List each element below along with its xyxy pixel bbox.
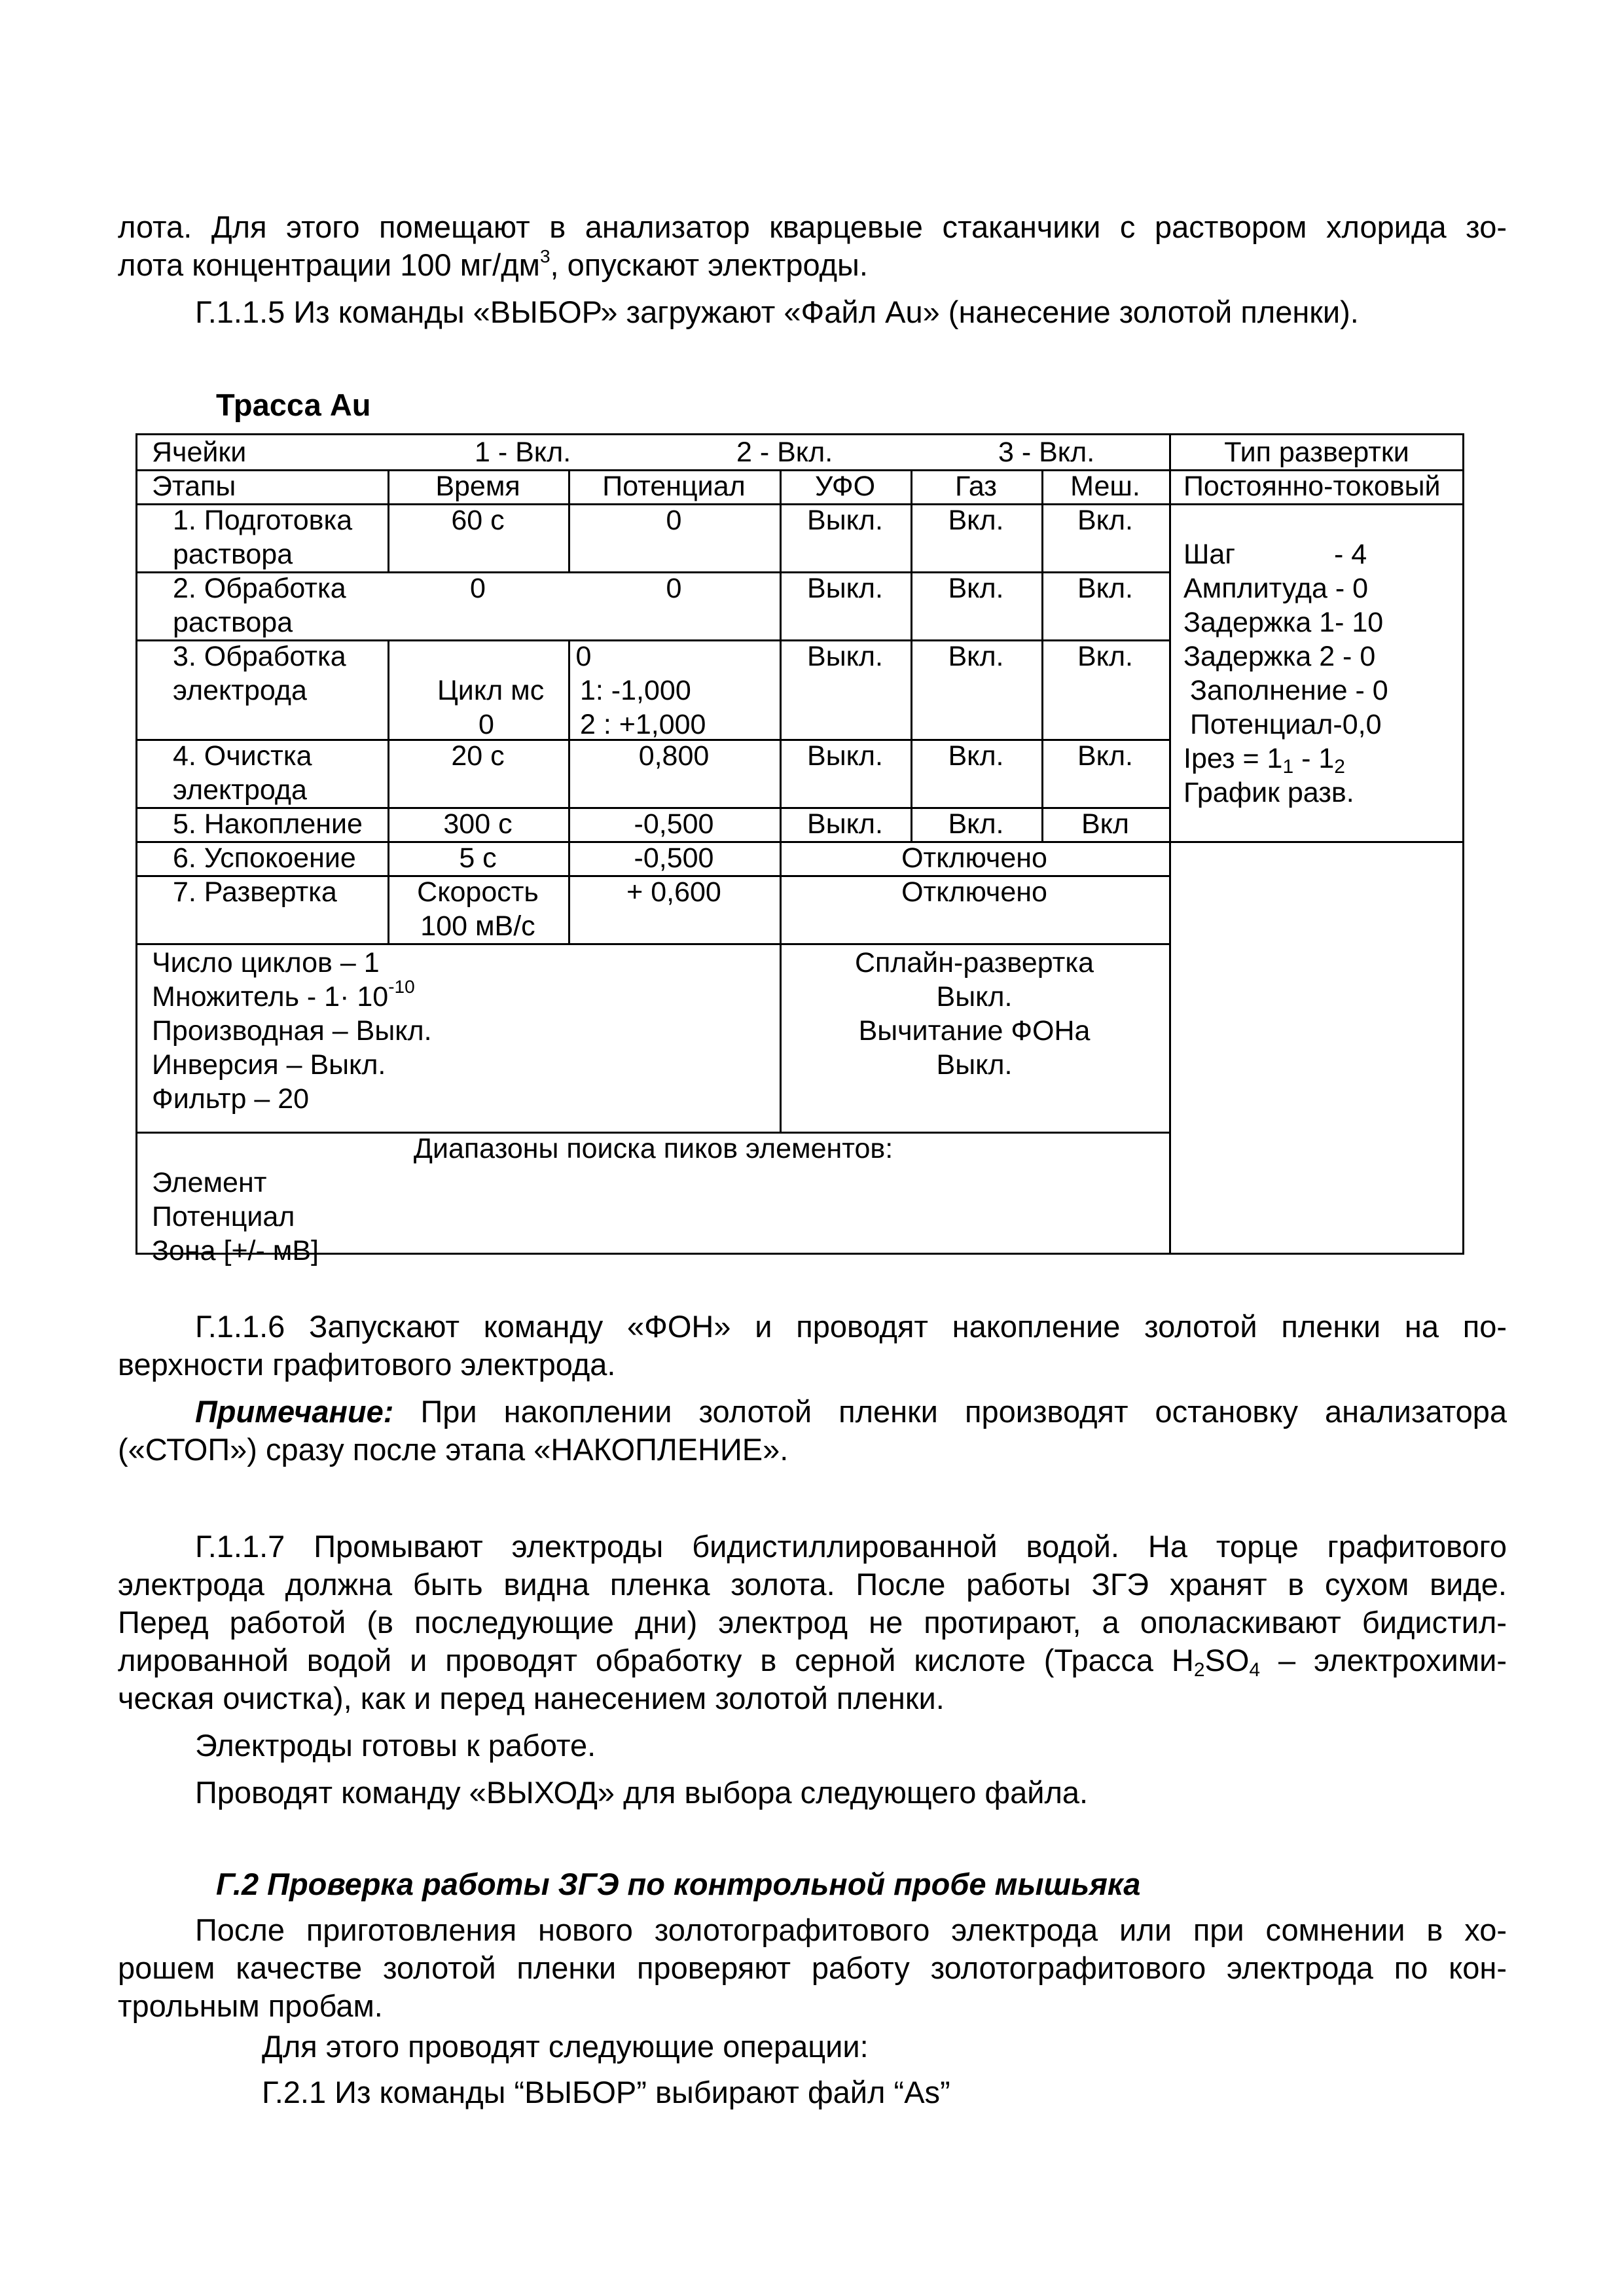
table-row-stage: 7. Развертка (173, 876, 337, 908)
cycle-label: Цикл мс (437, 675, 545, 706)
note-line: («СТОП») сразу после этапа «НАКОПЛЕНИЕ». (118, 1432, 789, 1467)
table-cell: Выкл. (807, 808, 883, 840)
table-cell: 60 с (451, 505, 505, 536)
settings-background-value: Выкл. (936, 1049, 1013, 1081)
header-uv: УФО (814, 471, 876, 502)
paragraph-operations: Для этого проводят следующие операции: (262, 2029, 869, 2064)
sweep-amplitude: Амплитуда - 0 (1183, 573, 1369, 604)
settings-filter: Фильтр – 20 (152, 1083, 310, 1115)
paragraph-line: трольным пробам. (118, 1988, 383, 2023)
table-cell: Вкл. (948, 641, 1004, 672)
settings-background: Вычитание ФОНа (858, 1015, 1091, 1047)
header-stir: Меш. (1070, 471, 1140, 502)
sweep-type: Постоянно-токовый (1183, 471, 1441, 502)
cycle-potential-2: 2 : +1,000 (580, 709, 706, 740)
settings-derivative: Производная – Выкл. (152, 1015, 432, 1047)
header-potential: Потенциал (602, 471, 746, 502)
table-row-stage: электрода (173, 675, 307, 706)
sweep-delay-2: Задержка 2 - 0 (1183, 641, 1376, 672)
table-row-stage: 5. Накопление (173, 808, 363, 840)
header-time: Время (435, 471, 520, 502)
table-row-stage: раствора (173, 539, 293, 570)
table-cell: 0 (666, 573, 682, 604)
paragraph-line: электрода должна быть видна пленка золота. После работы ЗГЭ хранят в сухом виде. (118, 1567, 1507, 1602)
table-cell: 0 (470, 573, 486, 604)
paragraph-g21: Г.2.1 Из команды “ВЫБОР” выбирают файл “As” (262, 2075, 950, 2109)
cycle-potential-1: 1: -1,000 (580, 675, 691, 706)
peaks-title: Диапазоны поиска пиков элементов: (413, 1133, 893, 1164)
paragraph-line: лота концентрации 100 $мг/дм^3$, опускают электроды. (118, 246, 868, 282)
table-cell: 5 с (459, 842, 497, 874)
sweep-step-label: Шаг (1183, 539, 1236, 570)
table-cell: 20 с (451, 740, 505, 772)
table-row-stage: 3. Обработка (173, 641, 346, 672)
paragraph-g115: Г.1.1.5 Из команды «ВЫБОР» загружают «Файл Au» (нанесение золотой пленки). (195, 295, 1359, 329)
note: Примечание: При накоплении золотой пленки производят остановку анализатора (195, 1394, 1507, 1429)
table-cell: 0,800 (638, 740, 710, 772)
sweep-iout: Iрез = $1_1 - 1_2$ (1183, 743, 1345, 778)
table-cell: Вкл. (948, 740, 1004, 772)
table-cell: Вкл. (948, 505, 1004, 536)
header-cell-3: 3 - Вкл. (998, 437, 1095, 468)
table-title: Трасса Au (216, 387, 371, 422)
settings-inversion: Инверсия – Выкл. (152, 1049, 386, 1081)
table-row-stage: 4. Очистка (173, 740, 312, 772)
table-cell: 0 (666, 505, 682, 536)
table-cell: Вкл. (1077, 573, 1133, 604)
paragraph-g117: Г.1.1.7 Промывают электроды бидистиллированной водой. На торце графитового (195, 1529, 1507, 1564)
header-gas: Газ (954, 471, 998, 502)
table-row-stage: электрода (173, 774, 307, 806)
table-cell: 100 мВ/с (420, 910, 535, 942)
settings-cycles: Число циклов – 1 (152, 947, 380, 978)
header-sweep-type: Тип развертки (1224, 437, 1409, 468)
header-cell-2: 2 - Вкл. (736, 437, 833, 468)
table-cell: Вкл. (1077, 740, 1133, 772)
table-cell: 300 с (443, 808, 513, 840)
table-row-stage: раствора (173, 607, 293, 638)
paragraph-line: Перед работой (в последующие дни) электрод не протирают, а ополаскивают бидистил- (118, 1605, 1507, 1640)
table-cell-disabled: Отключено (901, 842, 1047, 874)
table-cell: Выкл. (807, 505, 883, 536)
table-cell: Вкл. (948, 573, 1004, 604)
cycle-value: 0 (478, 709, 494, 740)
sweep-delay-1: Задержка 1- 10 (1183, 607, 1384, 638)
paragraph-line: лота. Для этого помещают в анализатор кварцевые стаканчики с раствором хлорида зо- (118, 209, 1507, 244)
paragraph-line: лированной водой и проводят обработку в серной кислоте (Трасса $H_2SO_4$ – электрохими- (118, 1643, 1507, 1681)
table-cell: -0,500 (634, 842, 714, 874)
table-cell: Вкл. (1077, 505, 1133, 536)
table-cell: Вкл (1081, 808, 1130, 840)
table-row-stage: 2. Обработка (173, 573, 346, 604)
sweep-potential: Потенциал-0,0 (1190, 709, 1382, 740)
trace-table (135, 433, 1464, 1266)
settings-spline-value: Выкл. (936, 981, 1013, 1013)
table-row-stage: 1. Подготовка (173, 505, 353, 536)
peaks-potential: Потенциал (152, 1201, 295, 1232)
peaks-zone: Зона [+/- мВ] (152, 1235, 319, 1266)
paragraph-line: рошем качестве золотой пленки проверяют работу золотографитового электрода по кон- (118, 1950, 1507, 1985)
paragraph-line: ческая очистка), как и перед нанесением золотой пленки. (118, 1681, 945, 1715)
paragraph-g2: После приготовления нового золотографитового электрода или при сомнении в хо- (195, 1912, 1507, 1947)
settings-spline: Сплайн-развертка (854, 947, 1094, 978)
header-stages: Этапы (152, 471, 236, 502)
table-cell: Выкл. (807, 573, 883, 604)
table-cell: -0,500 (634, 808, 714, 840)
table-cell: Вкл. (948, 808, 1004, 840)
section-heading: Г.2 Проверка работы ЗГЭ по контрольной пробе мышьяка (216, 1867, 1141, 1901)
sweep-step-value: - 4 (1334, 539, 1367, 570)
table-row-stage: 6. Успокоение (173, 842, 356, 874)
peaks-element: Элемент (152, 1167, 267, 1198)
paragraph-g116: Г.1.1.6 Запускают команду «ФОН» и проводят накопление золотой пленки на по- (195, 1309, 1507, 1344)
paragraph-ready: Электроды готовы к работе. (195, 1728, 596, 1763)
table-cell-disabled: Отключено (901, 876, 1047, 908)
paragraph-line: верхности графитового электрода. (118, 1347, 616, 1382)
sweep-graph: График разв. (1183, 777, 1354, 808)
paragraph-exit: Проводят команду «ВЫХОД» для выбора следующего файла. (195, 1775, 1089, 1810)
table-cell: + 0,600 (626, 876, 721, 908)
header-cells: Ячейки (152, 437, 247, 468)
table-cell: Выкл. (807, 740, 883, 772)
table-cell: Скорость (417, 876, 539, 908)
sweep-fill: Заполнение - 0 (1190, 675, 1388, 706)
table-cell: 0 (575, 641, 592, 672)
header-cell-1: 1 - Вкл. (475, 437, 571, 468)
table-cell: Выкл. (807, 641, 883, 672)
settings-multiplier: Множитель - $1\cdot 10^{-10}$ (152, 977, 415, 1013)
table-cell: Вкл. (1077, 641, 1133, 672)
